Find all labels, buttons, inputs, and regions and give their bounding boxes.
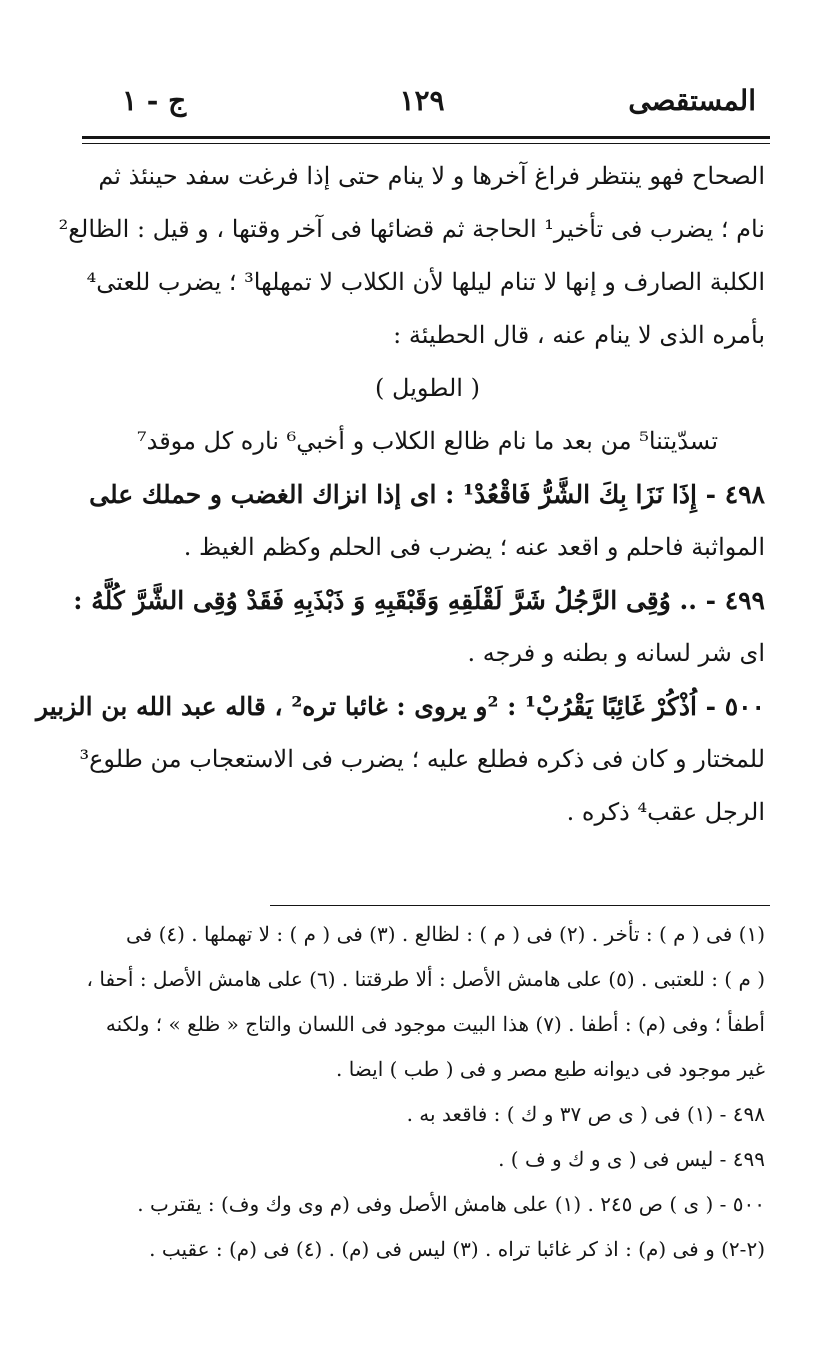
footnote-line: ( م ) : للعتبى . (٥) على هامش الأصل : ألا طرقتنا . (٦) على هامش الأصل : أحفا ، — [86, 967, 765, 991]
header-rule-thin — [82, 143, 770, 144]
running-title: المستقصى — [628, 84, 756, 117]
meter-label: ( الطويل ) — [375, 374, 480, 402]
footnote-line: ٤٩٨ - (١) فى ( ى ص ٣٧ و ك ) : فاقعد به . — [406, 1102, 765, 1126]
body-line: الصحاح فهو ينتظر فراغ آخرها و لا ينام حتى إذا فرغت سفد حينئذ ثم — [98, 162, 765, 190]
body-line: المواثبة فاحلم و اقعد عنه ؛ يضرب فى الحلم وكظم الغيظ . — [183, 533, 765, 561]
body-line: للمختار و كان فى ذكره فطلع عليه ؛ يضرب فى الاستعجاب من طلوع³ — [79, 745, 765, 773]
body-line: اى شر لسانه و بطنه و فرجه . — [467, 639, 765, 667]
page-number: ١٢٩ — [399, 84, 445, 117]
footnote-line: (١) فى ( م ) : تأخر . (٢) فى ( م ) : لظالع . (٣) فى ( م ) : لا تهملها . (٤) فى — [126, 922, 765, 946]
footnote-separator — [270, 905, 770, 906]
footnote-line: (٢-٢) و فى (م) : اذ كر غائبا تراه . (٣) ليس فى (م) . (٤) فى (م) : عقيب . — [149, 1237, 765, 1261]
proverb-498: ٤٩٨ - إِذَا نَزَا بِكَ الشَّرُّ فَاقْعُدْ¹ : اى إذا انزاك الغضب و حملك على — [89, 480, 765, 509]
poetry-verse: تسدّيتنا⁵ من بعد ما نام ظالع الكلاب و أخبي⁶ ناره كل موقد⁷ — [136, 427, 719, 455]
body-line: الكلبة الصارف و إنها لا تنام ليلها لأن الكلاب لا تمهلها³ ؛ يضرب للعتى⁴ — [86, 268, 765, 296]
footnote-line: ٥٠٠ - ( ى ) ص ٢٤٥ . (١) على هامش الأصل وفى (م وى وك وف) : يقترب . — [137, 1192, 765, 1216]
main-text — [35, 150, 765, 839]
proverb-499: ٤٩٩ - .. وُقِى الرَّجُلُ شَرَّ لَقْلَقِهِ وَقَبْقَبِهِ وَ ذَبْذَبِهِ فَقَدْ وُقِى الشَّرَّ كُلَّهُ : — [73, 586, 765, 615]
footnote-line: غير موجود فى ديوانه طبع مصر و فى ( طب ) ايضا . — [335, 1057, 765, 1081]
proverb-500: ٥٠٠ - اُذْكُرْ غَائِبًا يَقْرُبْ¹ : ²و يروى : غائبا تره² ، قاله عبد الله بن الزبير — [35, 692, 765, 721]
page-header — [82, 78, 762, 128]
footnote-line: ٤٩٩ - ليس فى ( ى و ك و ف ) . — [498, 1147, 765, 1171]
volume-label: ج - ١ — [122, 84, 187, 117]
body-line: نام ؛ يضرب فى تأخير¹ الحاجة ثم قضائها فى آخر وقتها ، و قيل : الظالع² — [58, 215, 765, 243]
footnote-line: أطفأ ؛ وفى (م) : أطفا . (٧) هذا البيت موجود فى اللسان والتاج « ظلع » ؛ ولكنه — [105, 1012, 765, 1036]
footnotes — [86, 912, 765, 1272]
body-line: الرجل عقب⁴ ذكره . — [566, 798, 765, 826]
header-rule-thick — [82, 136, 770, 139]
body-line: بأمره الذى لا ينام عنه ، قال الحطيئة : — [393, 321, 765, 349]
